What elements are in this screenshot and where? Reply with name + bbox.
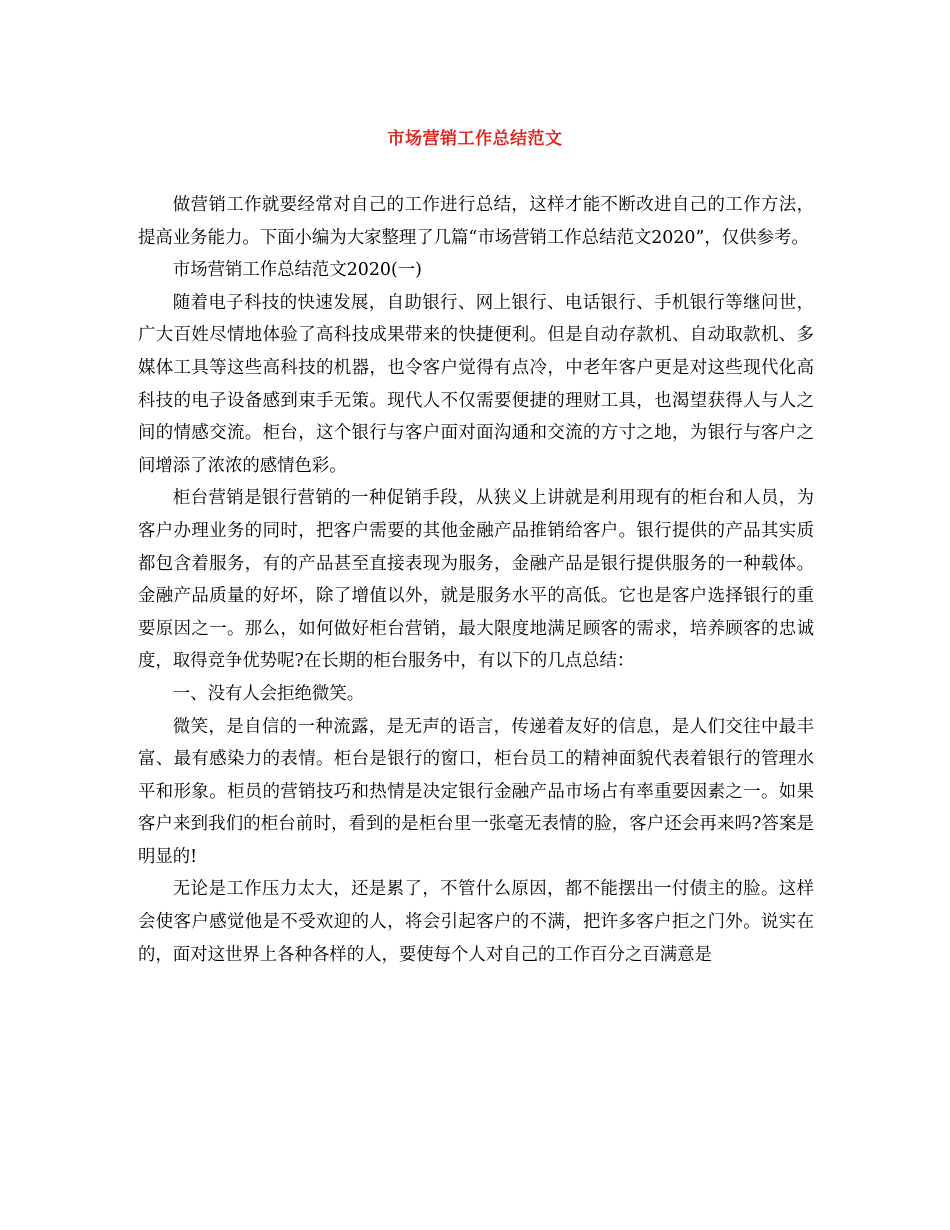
paragraph-technology: 随着电子科技的快速发展，自助银行、网上银行、电话银行、手机银行等继问世，广大百姓尽情地体验了高科技成果带来的快捷便利。但是自动存款机、自动取款机、多媒体工具等这些高科技的机器，也令客户觉得有点冷，中老年客户更是对这些现代化高科技的电子设备感到束手无策。现代人不仅需要便捷的理财工具，也渴望获得人与人之间的情感交流。柜台，这个银行与客户面对面沟通和交流的方寸之地，为银行与客户之间增添了浓浓的感情色彩。: [138, 292, 814, 476]
paragraph-pressure: 无论是工作压力太大，还是累了，不管什么原因，都不能摆出一付债主的脸。这样会使客户感觉他是不受欢迎的人，将会引起客户的不满，把许多客户拒之门外。说实在的，面对这世界上各种各样的人，要使每个人对自己的工作百分之百满意是: [138, 879, 814, 965]
paragraph-point-one-heading: 一、没有人会拒绝微笑。: [172, 683, 365, 704]
document-body: [138, 189, 814, 971]
document-title: 市场营销工作总结范文: [387, 129, 563, 149]
paragraph-intro: 做营销工作就要经常对自己的工作进行总结，这样才能不断改进自己的工作方法，提高业务能力。下面小编为大家整理了几篇“市场营销工作总结范文2020”，仅供参考。: [138, 195, 814, 248]
paragraph-section-heading: 市场营销工作总结范文2020(一): [172, 260, 422, 281]
paragraph-counter-marketing: 柜台营销是银行营销的一种促销手段，从狭义上讲就是利用现有的柜台和人员，为客户办理业务的同时，把客户需要的其他金融产品推销给客户。银行提供的产品其实质都包含着服务，有的产品甚至直接表现为服务，金融产品是银行提供服务的一种载体。金融产品质量的好坏，除了增值以外，就是服务水平的高低。它也是客户选择银行的重要原因之一。那么，如何做好柜台营销，最大限度地满足顾客的需求，培养顾客的忠诚度，取得竞争优势呢?在长期的柜台服务中，有以下的几点总结：: [138, 488, 814, 672]
paragraph-smile: 微笑，是自信的一种流露，是无声的语言，传递着友好的信息，是人们交往中最丰富、最有感染力的表情。柜台是银行的窗口，柜台员工的精神面貌代表着银行的管理水平和形象。柜员的营销技巧和热情是决定银行金融产品市场占有率重要因素之一。如果客户来到我们的柜台前时，看到的是柜台里一张毫无表情的脸，客户还会再来吗?答案是明显的!: [138, 716, 814, 867]
